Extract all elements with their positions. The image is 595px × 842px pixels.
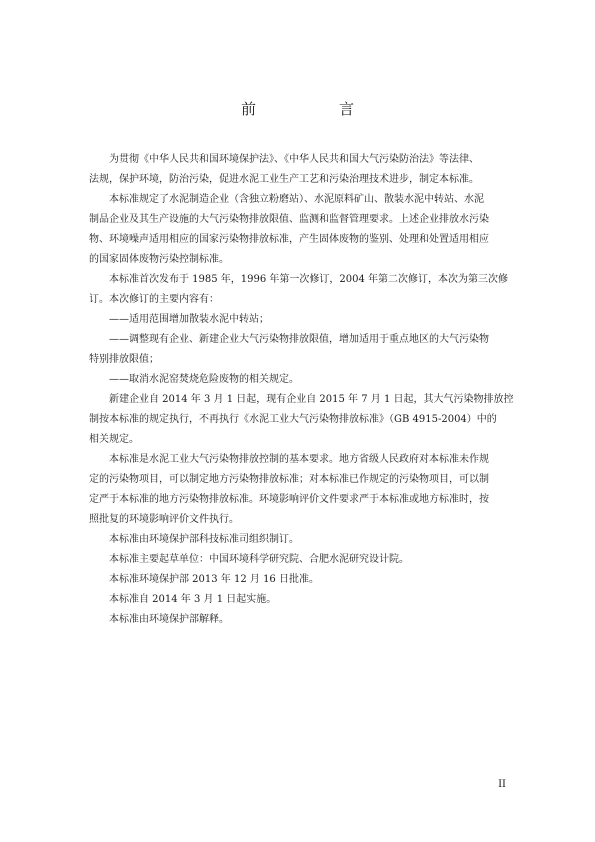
list-item: ——取消水泥窑焚烧危险废物的相关规定。 — [109, 374, 299, 385]
paragraph: 本标准由环境保护部科技标准司组织制订。 — [109, 534, 299, 545]
paragraph: 本标准是水泥工业大气污染物排放控制的基本要求。地方省级人民政府对本标准未作规 定的污染物项目，可以制定地方污染物排放标准；对本标准已作规定的污染物项目，可以制 定严于本标准的地方污染物排放标准。环境影响评价文件要求严于本标准或地方标准时，按 照批复的环境影响评价文件执行。 — [89, 454, 489, 525]
paragraph: 本标准首次发布于 1985 年，1996 年第一次修订，2004 年第二次修订，本次为第三次修 订。本次修订的主要内容有： — [89, 274, 509, 305]
paragraph: 本标准由环境保护部解释。 — [109, 614, 229, 625]
paragraph: 本标准规定了水泥制造企业（含独立粉磨站）、水泥原料矿山、散装水泥中转站、水泥 制品企业及其生产设施的大气污染物排放限值、监测和监督管理要求。上述企业排放水污染 物、环境噪声适用相应的国家污染物排放标准，产生固体废物的鉴别、处理和处置适用相应 的国家固体废物污染控制标准。 — [89, 194, 489, 265]
foreword-body — [89, 150, 515, 630]
paragraph: 为贯彻《中华人民共和国环境保护法》、《中华人民共和国大气污染防治法》等法律、 法规，保护环境，防治污染，促进水泥工业生产工艺和污染治理技术进步，制定本标准。 — [89, 154, 479, 185]
paragraph: 新建企业自 2014 年 3 月 1 日起，现有企业自 2015 年 7 月 1 日起，其大气污染物排放控 制按本标准的规定执行，不再执行《水泥工业大气污染物排放标准》（GB 4915-2004）中的 相关规定。 — [89, 394, 514, 445]
list-item: ——调整现有企业、新建企业大气污染物排放限值，增加适用于重点地区的大气污染物 特别排放限值； — [89, 334, 489, 365]
paragraph: 本标准自 2014 年 3 月 1 日起实施。 — [109, 594, 277, 605]
paragraph: 本标准环境保护部 2013 年 12 月 16 日批准。 — [109, 574, 319, 585]
page-title: 前 言 — [240, 100, 388, 118]
paragraph: 本标准主要起草单位：中国环境科学研究院、合肥水泥研究设计院。 — [109, 554, 409, 565]
list-item: ——适用范围增加散装水泥中转站； — [109, 314, 269, 325]
page-number: II — [498, 779, 506, 790]
